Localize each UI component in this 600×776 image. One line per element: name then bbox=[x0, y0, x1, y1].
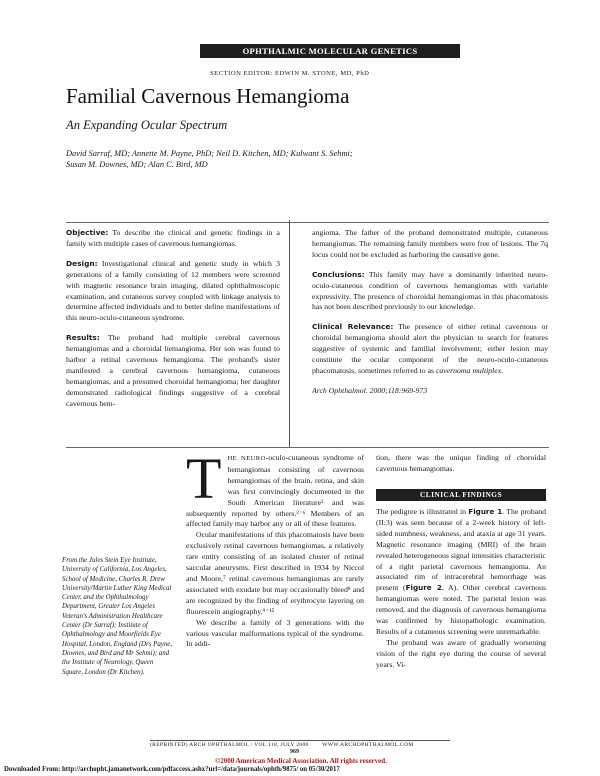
abstract-bottom-rule bbox=[66, 447, 549, 448]
abstract-results bbox=[66, 333, 280, 409]
abstract-top-rule bbox=[66, 222, 549, 223]
body-right-column bbox=[376, 507, 546, 671]
running-footer: (REPRINTED) ARCH OPHTHALMOL / VOL 118, JULY 2000 WWW.ARCHOPHTHALMOL.COM bbox=[150, 742, 414, 748]
footer-rule bbox=[150, 740, 450, 741]
cf-text-b: . The proband (II:3) was seen because of a 2-week history of left-sided numbness, weakness, and ataxia at age 31 years. Magnetic resonance imaging (MRI) of the brain revealed heterogeneous signal intensities characteristic of a right parietal cavernous hemangioma. An associated rim of intracerebral hemorrhage was present ( bbox=[376, 507, 546, 593]
body-left-column bbox=[186, 446, 365, 650]
abstract-right-column bbox=[312, 228, 548, 406]
cf-text-a: The pedigree is illustrated in bbox=[376, 507, 469, 516]
clinical-paragraph-2: The proband was aware of gradually worsening vision of the right eye during the course of several years. Vi- bbox=[376, 637, 546, 669]
clinical-findings-heading: CLINICAL FINDINGS bbox=[376, 489, 546, 501]
objective-text: To describe the clinical and genetic findings in a family with multiple cases of cavernous hemangiomas. bbox=[66, 228, 280, 248]
citation: Arch Ophthalmol. 2000;118:969-973 bbox=[312, 385, 428, 395]
intro-paragraph-2: Ocular manifestations of this phacomatosis have been exclusively retinal cavernous hemangiomas, a relatively rare entity consisting of an isolated cluster of retinal saccular aneurysms. First described in 1934 by Niccol and Moore,⁷ retinal cavernous hemangiomas are rarely associated with exudate but may occasionally bleed⁸ and are recognized by the finding of erythrocyte layering on fluorescein angiography.⁹⁻¹⁵ bbox=[186, 530, 364, 616]
page-number: 969 bbox=[290, 749, 299, 755]
objective-label: Objective: bbox=[66, 228, 109, 237]
article-subtitle: An Expanding Ocular Spectrum bbox=[66, 118, 228, 132]
section-banner: OPHTHALMIC MOLECULAR GENETICS bbox=[200, 44, 460, 58]
conclusions-label: Conclusions: bbox=[312, 269, 365, 279]
abstract-results-continued: angioma. The father of the proband demonstrated multiple, cutaneous hemangiomas. The remaining family members were free of lesions. The 7q locus could not be excluded as harboring the causative gene. bbox=[312, 228, 548, 259]
figure-1-link[interactable]: Figure 1 bbox=[468, 507, 503, 516]
intro-smallcaps: HE NEURO bbox=[227, 455, 266, 462]
drop-cap: T bbox=[186, 446, 222, 511]
abstract-design bbox=[66, 259, 280, 324]
download-notice: Downloaded From: http://archopht.jamanetwork.com/pdfaccess.ashx?url=/data/journals/ophth/9875/ on 05/30/2017 bbox=[4, 766, 340, 773]
clinical-paragraph-1 bbox=[376, 507, 546, 638]
abstract-objective bbox=[66, 228, 280, 250]
author-list bbox=[66, 148, 446, 170]
authors-line-1: David Sarraf, MD; Annette M. Payne, PhD; Neil D. Kitchen, MD; Kulwant S. Sehmi; bbox=[66, 149, 353, 158]
body-paragraph-continued: tion, there was the unique finding of choroidal cavernous hemangiomas. bbox=[376, 453, 546, 473]
abstract-conclusions bbox=[312, 270, 548, 314]
results-text: The proband had multiple cerebral cavernous hemangiomas and a choroidal hemangioma. Her son was found to harbor a retinal cavernous hemangioma. The proband's sister manifested a cerebral cavernous hemangioma, cutaneous hemangiomas, and a presumed choroidal hemangioma; her daughter demonstrated radiological findings suggestive of a cerebral cavernous hem- bbox=[66, 333, 280, 408]
relevance-label: Clinical Relevance: bbox=[312, 322, 394, 332]
relevance-emphasis: cavernoma multiplex. bbox=[435, 365, 504, 375]
conclusions-text: This family may have a dominantly inherited neuro-oculo-cutaneous condition of cavernous hemangiomas with variable expressivity. The presence of choroidal hemangiomas in this phacomatosis has not been described previously to our knowledge. bbox=[312, 269, 548, 312]
design-text: Investigational clinical and genetic study in which 3 generations of a family consisting of 12 members were screened with magnetic resonance brain imaging, dilated ophthalmoscopic examination, and cutaneous survey coupled with linkage analysis to determine affected individuals and to better define manifestations of this neuro-oculo-cutaneous syndrome. bbox=[66, 258, 280, 323]
section-editor: SECTION EDITOR: EDWIN M. STONE, MD, PhD bbox=[210, 70, 370, 77]
copyright-notice: ©2000 American Medical Association. All rights reserved. bbox=[215, 757, 387, 765]
results-label: Results: bbox=[66, 333, 100, 343]
authors-line-2: Susan M. Downes, MD; Alan C. Bird, MD bbox=[66, 160, 208, 169]
figure-2-link[interactable]: Figure 2 bbox=[405, 583, 442, 593]
author-affiliations: From the Jules Stein Eye Institute, University of California, Los Angeles, School of Medicine, Charles R. Drew University/Martin Luther King Medical Center, and the Ophthalmology Department, Greater Los Angeles Veteran's Administration Healthcare Center (Dr Sarraf); Institute of Ophthalmology and Moorfields Eye Hospital, London, England (Drs Payne, Downes, and Bird and Mr Sehmi); and the Institute of Neurology, Queen Square, London (Dr Kitchen). bbox=[62, 557, 173, 676]
article-title: Familial Cavernous Hemangioma bbox=[66, 84, 350, 108]
design-label: Design: bbox=[66, 258, 98, 268]
abstract-column-divider bbox=[289, 220, 290, 447]
relevance-text: The presence of either retinal cavernous or choroidal hemangioma should alert the physician to search for features suggestive of systemic and familial involvement; either lesion may constitute the ocular component of the neuro-oculo-cutaneous phacomatosis, sometimes referred to as bbox=[312, 322, 548, 375]
intro-paragraph-3: We describe a family of 3 generations with the various vascular malformations typical of the syndrome. In addi- bbox=[186, 617, 364, 649]
abstract-left-column bbox=[66, 228, 280, 419]
cf-text-c: , A). Other cerebral cavernous hemangiomas were noted. The parietal lesion was removed, and the diagnosis of cavernous hemangioma was confirmed by histopathologic examination. Results of a cutaneous screening were unremarkable. bbox=[376, 583, 546, 636]
intro-text-1: -oculo-cutaneous syndrome of hemangiomas consisting of cavernous hemangiomas of the brain, retina, and skin was first convincingly documented in the South American literature¹ and was subsequently reported by others.²⁻⁶ Members of an affected family may harbor any or all of these features. bbox=[186, 453, 365, 529]
body-right-top bbox=[376, 453, 546, 475]
abstract-relevance bbox=[312, 322, 548, 377]
